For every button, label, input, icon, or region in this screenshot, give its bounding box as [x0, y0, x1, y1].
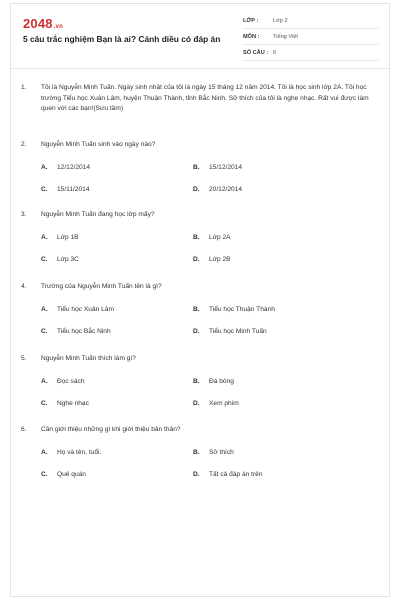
question-text: Cần giới thiệu những gì khi giới thiệu bản thân?	[41, 426, 181, 433]
option-d[interactable]: D. Tất cả đáp án trên	[193, 471, 263, 479]
question-6	[21, 425, 379, 486]
meta-question-count: SỐ CÂU : 6	[243, 46, 379, 61]
option-a[interactable]: A. 12/12/2014	[41, 164, 91, 172]
question-5	[21, 354, 379, 415]
worksheet-header	[11, 4, 389, 69]
question-text: Nguyễn Minh Tuấn sinh vào ngày nào?	[41, 141, 156, 148]
site-logo[interactable]: 2048.vn	[23, 16, 64, 31]
question-number: 5.	[21, 355, 27, 362]
option-a[interactable]: A. Họ và tên, tuổi.	[41, 449, 102, 457]
worksheet-page	[10, 3, 390, 597]
option-c[interactable]: C. 15/11/2014	[41, 186, 90, 194]
option-a[interactable]: A. Lớp 1B	[41, 234, 79, 242]
question-text: Tôi là Nguyễn Minh Tuấn. Ngày sinh nhật của tôi là ngày 15 tháng 12 năm 2014. Tôi là học sinh lớp 2A. Tôi học trường Tiểu học Xuân Lâm, huyện Thuận Thành, tỉnh Bắc Ninh. Sở thích của tôi là nghe nhạc. Rất vui được làm quen với các bạn!(Sưu tầm)	[41, 84, 369, 113]
option-b[interactable]: B. Tiểu học Thuận Thành	[193, 306, 275, 314]
question-number: 2.	[21, 141, 27, 148]
worksheet-title: 5 câu trắc nghiệm Bạn là ai? Cánh diều có đáp án	[23, 34, 221, 44]
question-number: 3.	[21, 211, 27, 218]
question-number: 1.	[21, 84, 27, 91]
question-text: Nguyễn Minh Tuấn đang học lớp mấy?	[41, 211, 155, 218]
option-d[interactable]: D. 20/12/2014	[193, 186, 243, 194]
meta-class: LỚP : Lớp 2	[243, 14, 379, 29]
worksheet-meta	[243, 14, 379, 62]
option-d[interactable]: D. Lớp 2B	[193, 256, 231, 264]
question-text: Nguyễn Minh Tuấn thích làm gì?	[41, 355, 136, 362]
option-c[interactable]: C. Lớp 3C	[41, 256, 79, 264]
option-b[interactable]: B. 15/12/2014	[193, 164, 243, 172]
option-d[interactable]: D. Tiểu học Minh Tuấn	[193, 328, 267, 336]
option-c[interactable]: C. Tiểu học Bắc Ninh	[41, 328, 111, 336]
option-b[interactable]: B. Sở thích	[193, 449, 234, 457]
option-c[interactable]: C. Quê quán	[41, 471, 86, 479]
option-b[interactable]: B. Lớp 2A	[193, 234, 231, 242]
option-b[interactable]: B. Đá bóng	[193, 378, 234, 386]
question-2	[21, 140, 379, 201]
question-4	[21, 282, 379, 343]
option-a[interactable]: A. Tiểu học Xuân Lâm	[41, 306, 114, 314]
question-text: Trường của Nguyễn Minh Tuấn tên là gì?	[41, 283, 162, 290]
meta-subject: MÔN : Tiếng Việt	[243, 30, 379, 45]
question-number: 4.	[21, 283, 27, 290]
option-d[interactable]: D. Xem phim	[193, 400, 239, 408]
question-3	[21, 210, 379, 271]
option-c[interactable]: C. Nghe nhạc	[41, 400, 89, 408]
question-number: 6.	[21, 426, 27, 433]
option-a[interactable]: A. Đọc sách	[41, 378, 85, 386]
question-1	[21, 83, 379, 115]
